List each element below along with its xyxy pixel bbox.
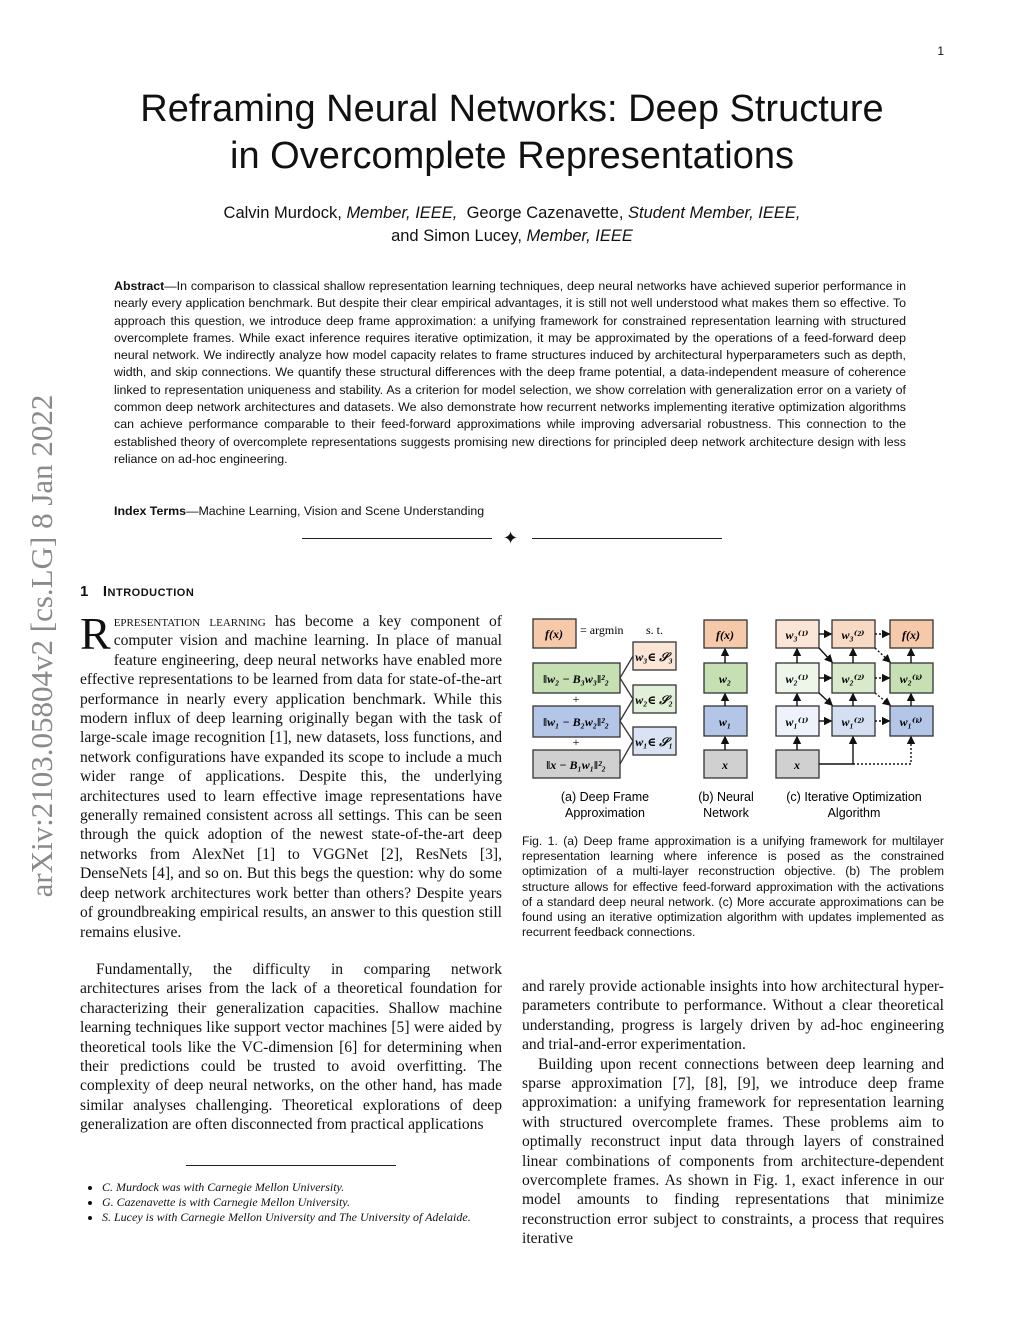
lead-in: epresentation learning <box>113 613 266 630</box>
title-line: in Overcomplete Representations <box>230 135 794 177</box>
author: George Cazenavette, <box>466 204 624 222</box>
label: + <box>572 692 580 706</box>
author-role: Member, IEEE <box>526 227 633 245</box>
subcaption: (a) Deep Frame <box>560 790 650 804</box>
subcaption: Algorithm <box>827 806 881 820</box>
label: f(x) <box>716 628 734 642</box>
label: w₁⁽²⁾ <box>841 715 865 729</box>
author: Calvin Murdock, <box>223 204 342 222</box>
label: w₃⁽¹⁾ <box>785 628 809 642</box>
abstract-label: Abstract <box>114 279 165 293</box>
label: + <box>572 735 580 749</box>
index-terms-text: —Machine Learning, Vision and Scene Understanding <box>186 504 485 518</box>
subcaption: Network <box>703 806 749 820</box>
intro-paragraph-2 <box>80 960 502 1135</box>
footnote: • G. Cazenavette is with Carnegie Mellon University. <box>102 1195 502 1210</box>
label: ‖w₁ − B₂w₂‖²₂ <box>543 715 609 729</box>
figure-caption: Fig. 1. (a) Deep frame approximation is a unifying framework for multilayer representation learning where inference is posed as the constrained optimization of a multi-layer reconstruction objective. (b) The problem structure allows for effective feed-forward approximation with the activations of a standard deep neural network. (c) More accurate approximations can be found using an iterative optimization algorithm with updates implemented as recurrent feedback connections. <box>522 834 944 940</box>
subcaption: (c) Iterative Optimization <box>786 790 922 804</box>
paragraph-text: Fundamentally, the difficulty in comparing network architectures arises from the lack of a theoretical foundation for characterizing their generalization capacities. Shallow machine learning techniques like support vector machines [5] were aided by theoretical tools like the VC-dimension [6] for determining when their predictions could be trusted to avoid overfitting. The complexity of deep neural networks, on the other hand, has made similar analyses challenging. Theoretical explorations of deep generalization are often disconnected from practical applications <box>80 961 502 1134</box>
drop-cap: R <box>80 608 111 659</box>
author-role: Member, IEEE, <box>346 204 458 222</box>
label: w₂⁽¹⁾ <box>785 672 809 686</box>
label: = argmin <box>580 623 624 637</box>
label: w₂⁽²⁾ <box>841 672 865 686</box>
author-role: Student Member, IEEE, <box>628 204 801 222</box>
abstract-text: —In comparison to classical shallow representation learning techniques, deep neural networks have achieved superior performance in nearly every application benchmark. But despite their clear empirical advantages, it is still not well understood what makes them so effective. To approach this question, we introduce deep frame approximation: a unifying framework for constrained representation learning with structured overcomplete frames. While exact inference requires iterative optimization, it may be approximated by the operations of a feed-forward deep neural network. We indirectly analyze how model capacity relates to frame structures induced by architectural hyperparameters such as depth, width, and skip connections. We quantify these structural differences with the deep frame potential, a data-independent measure of coherence linked to representation uniqueness and stability. As a criterion for model selection, we show correlation with generalization error on a variety of common deep network architectures and datasets. We also demonstrate how recurrent networks implementing iterative optimization algorithms can achieve performance comparable to their feed-forward approximations while improving adversarial robustness. This connection to the established theory of overcomplete representations suggests promising new directions for principled deep network architecture design with less reliance on ad-hoc engineering. <box>114 279 906 466</box>
section-number: 1 <box>80 583 89 600</box>
paragraph-text: has become a key component of computer vision and machine learning. In place of manual feature engineering, deep neural networks have enabled more effective representations to be learned from data for state-of-the-art performance in nearly every application benchmark. While this modern influx of deep learning originally began with the task of large-scale image recognition [1], new datasets, loss functions, and network configurations have expanded its scope to include a much wider range of applications. Despite this, the underlying architectures used to learn effective image representations have generally remained consistent across all settings. This can be seen through the quick adoption of the newest state-of-the-art deep networks from AlexNet [1] to VGGNet [2], ResNets [3], DenseNets [4], and so on. But this begs the question: why do some deep network architectures work better than others? Despite years of groundbreaking empirical results, an answer to this question still remains elusive. <box>80 613 502 941</box>
paragraph-text: and rarely provide actionable insights into how architectural hyper-parameters contribute to performance. Without a clear theoretical understanding, progress is largely driven by ad-hoc engineering and trial-and-error experimentation. <box>522 978 944 1054</box>
page-number: 1 <box>937 44 944 58</box>
section-title: Introduction <box>102 583 195 600</box>
arxiv-identifier: arXiv:2103.05804v2 [cs.LG] 8 Jan 2022 <box>24 394 59 898</box>
label: f(x) <box>902 628 920 642</box>
label: ‖x − B₁w₁‖²₂ <box>546 758 606 772</box>
label: x <box>794 758 800 772</box>
label: w₃∈ 𝒮₃ <box>635 650 673 664</box>
label: w₁∈ 𝒮₁ <box>635 735 673 749</box>
label: w₂∈ 𝒮₂ <box>635 693 673 707</box>
intro-paragraph-2-continued <box>522 977 944 1249</box>
label: w₁⁽ᵏ⁾ <box>899 715 923 729</box>
separator-ornament: ✦ <box>503 528 519 548</box>
index-terms-label: Index Terms <box>114 504 187 518</box>
paragraph-text: Building upon recent connections between deep learning and sparse approximation [7], [8], [9], we introduce deep frame approximation: a unifying framework for representation learning with structured overcomplete frames. These problems aim to optimally reconstruct input data through layers of constrained linear combinations of components from architecture-dependent overcomplete frames. As shown in Fig. 1, exact inference in our model amounts to finding representations that minimize reconstruction error subject to constraints, a process that requires iterative <box>522 1055 944 1248</box>
label: f(x) <box>545 627 563 641</box>
label: w₃⁽²⁾ <box>841 628 865 642</box>
label: w₁⁽¹⁾ <box>785 715 809 729</box>
label: w₂⁽ᵏ⁾ <box>899 672 923 686</box>
label: x <box>722 758 728 772</box>
footnotes <box>80 1180 502 1226</box>
label: s. t. <box>646 623 664 637</box>
subcaption: Approximation <box>565 806 645 820</box>
label: ‖w₂ − B₃w₃‖²₂ <box>543 672 609 686</box>
footnote: • S. Lucey is with Carnegie Mellon University and The University of Adelaide. <box>102 1210 502 1225</box>
label: w₂ <box>718 672 732 686</box>
footnote-rule <box>186 1165 396 1166</box>
label: w₁ <box>718 715 732 729</box>
title-line: Reframing Neural Networks: Deep Structure <box>140 88 884 130</box>
footnote: • C. Murdock was with Carnegie Mellon University. <box>102 1180 502 1195</box>
subcaption: (b) Neural <box>698 790 754 804</box>
author: and Simon Lucey, <box>391 227 522 245</box>
